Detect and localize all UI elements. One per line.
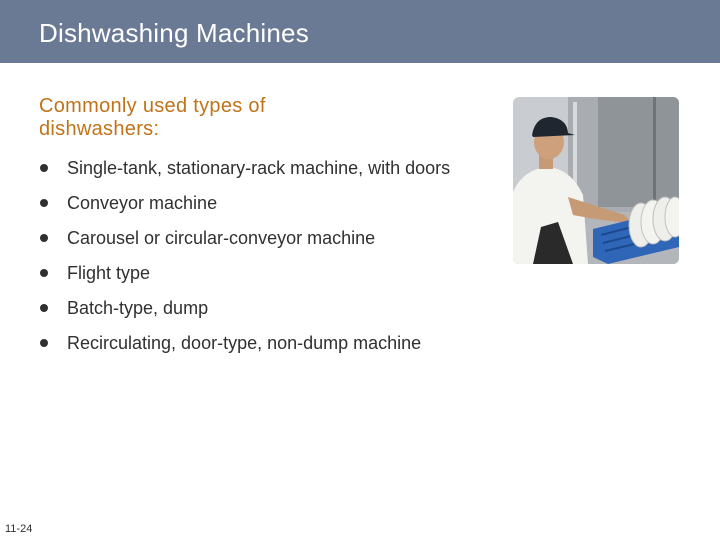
bullet-text: Flight type bbox=[67, 263, 151, 283]
slide-title: Dishwashing Machines bbox=[39, 18, 309, 48]
bullet-dot-icon bbox=[40, 199, 48, 207]
bullet-item bbox=[40, 297, 500, 319]
slide-header bbox=[0, 0, 720, 63]
bullet-item bbox=[40, 227, 500, 249]
bullet-dot-icon bbox=[40, 304, 48, 312]
bullet-list bbox=[40, 157, 500, 367]
photo-illustration bbox=[513, 97, 679, 264]
bullet-dot-icon bbox=[40, 269, 48, 277]
bullet-text: Conveyor machine bbox=[67, 193, 218, 213]
bullet-dot-icon bbox=[40, 234, 48, 242]
page-number: 11-24 bbox=[5, 523, 33, 535]
bullet-text: Batch-type, dump bbox=[67, 298, 209, 318]
slide-subtitle: Commonly used types of dishwashers: bbox=[39, 95, 266, 140]
bullet-text: Recirculating, door-type, non-dump machine bbox=[67, 333, 422, 353]
bullet-text: Carousel or circular-conveyor machine bbox=[67, 228, 376, 248]
dishwasher-operator-photo bbox=[513, 97, 679, 264]
bullet-item bbox=[40, 262, 500, 284]
bullet-item bbox=[40, 332, 500, 354]
bullet-dot-icon bbox=[40, 339, 48, 347]
bullet-item bbox=[40, 157, 500, 179]
bullet-dot-icon bbox=[40, 164, 48, 172]
bullet-item bbox=[40, 192, 500, 214]
bullet-text: Single-tank, stationary-rack machine, with doors bbox=[67, 158, 451, 178]
